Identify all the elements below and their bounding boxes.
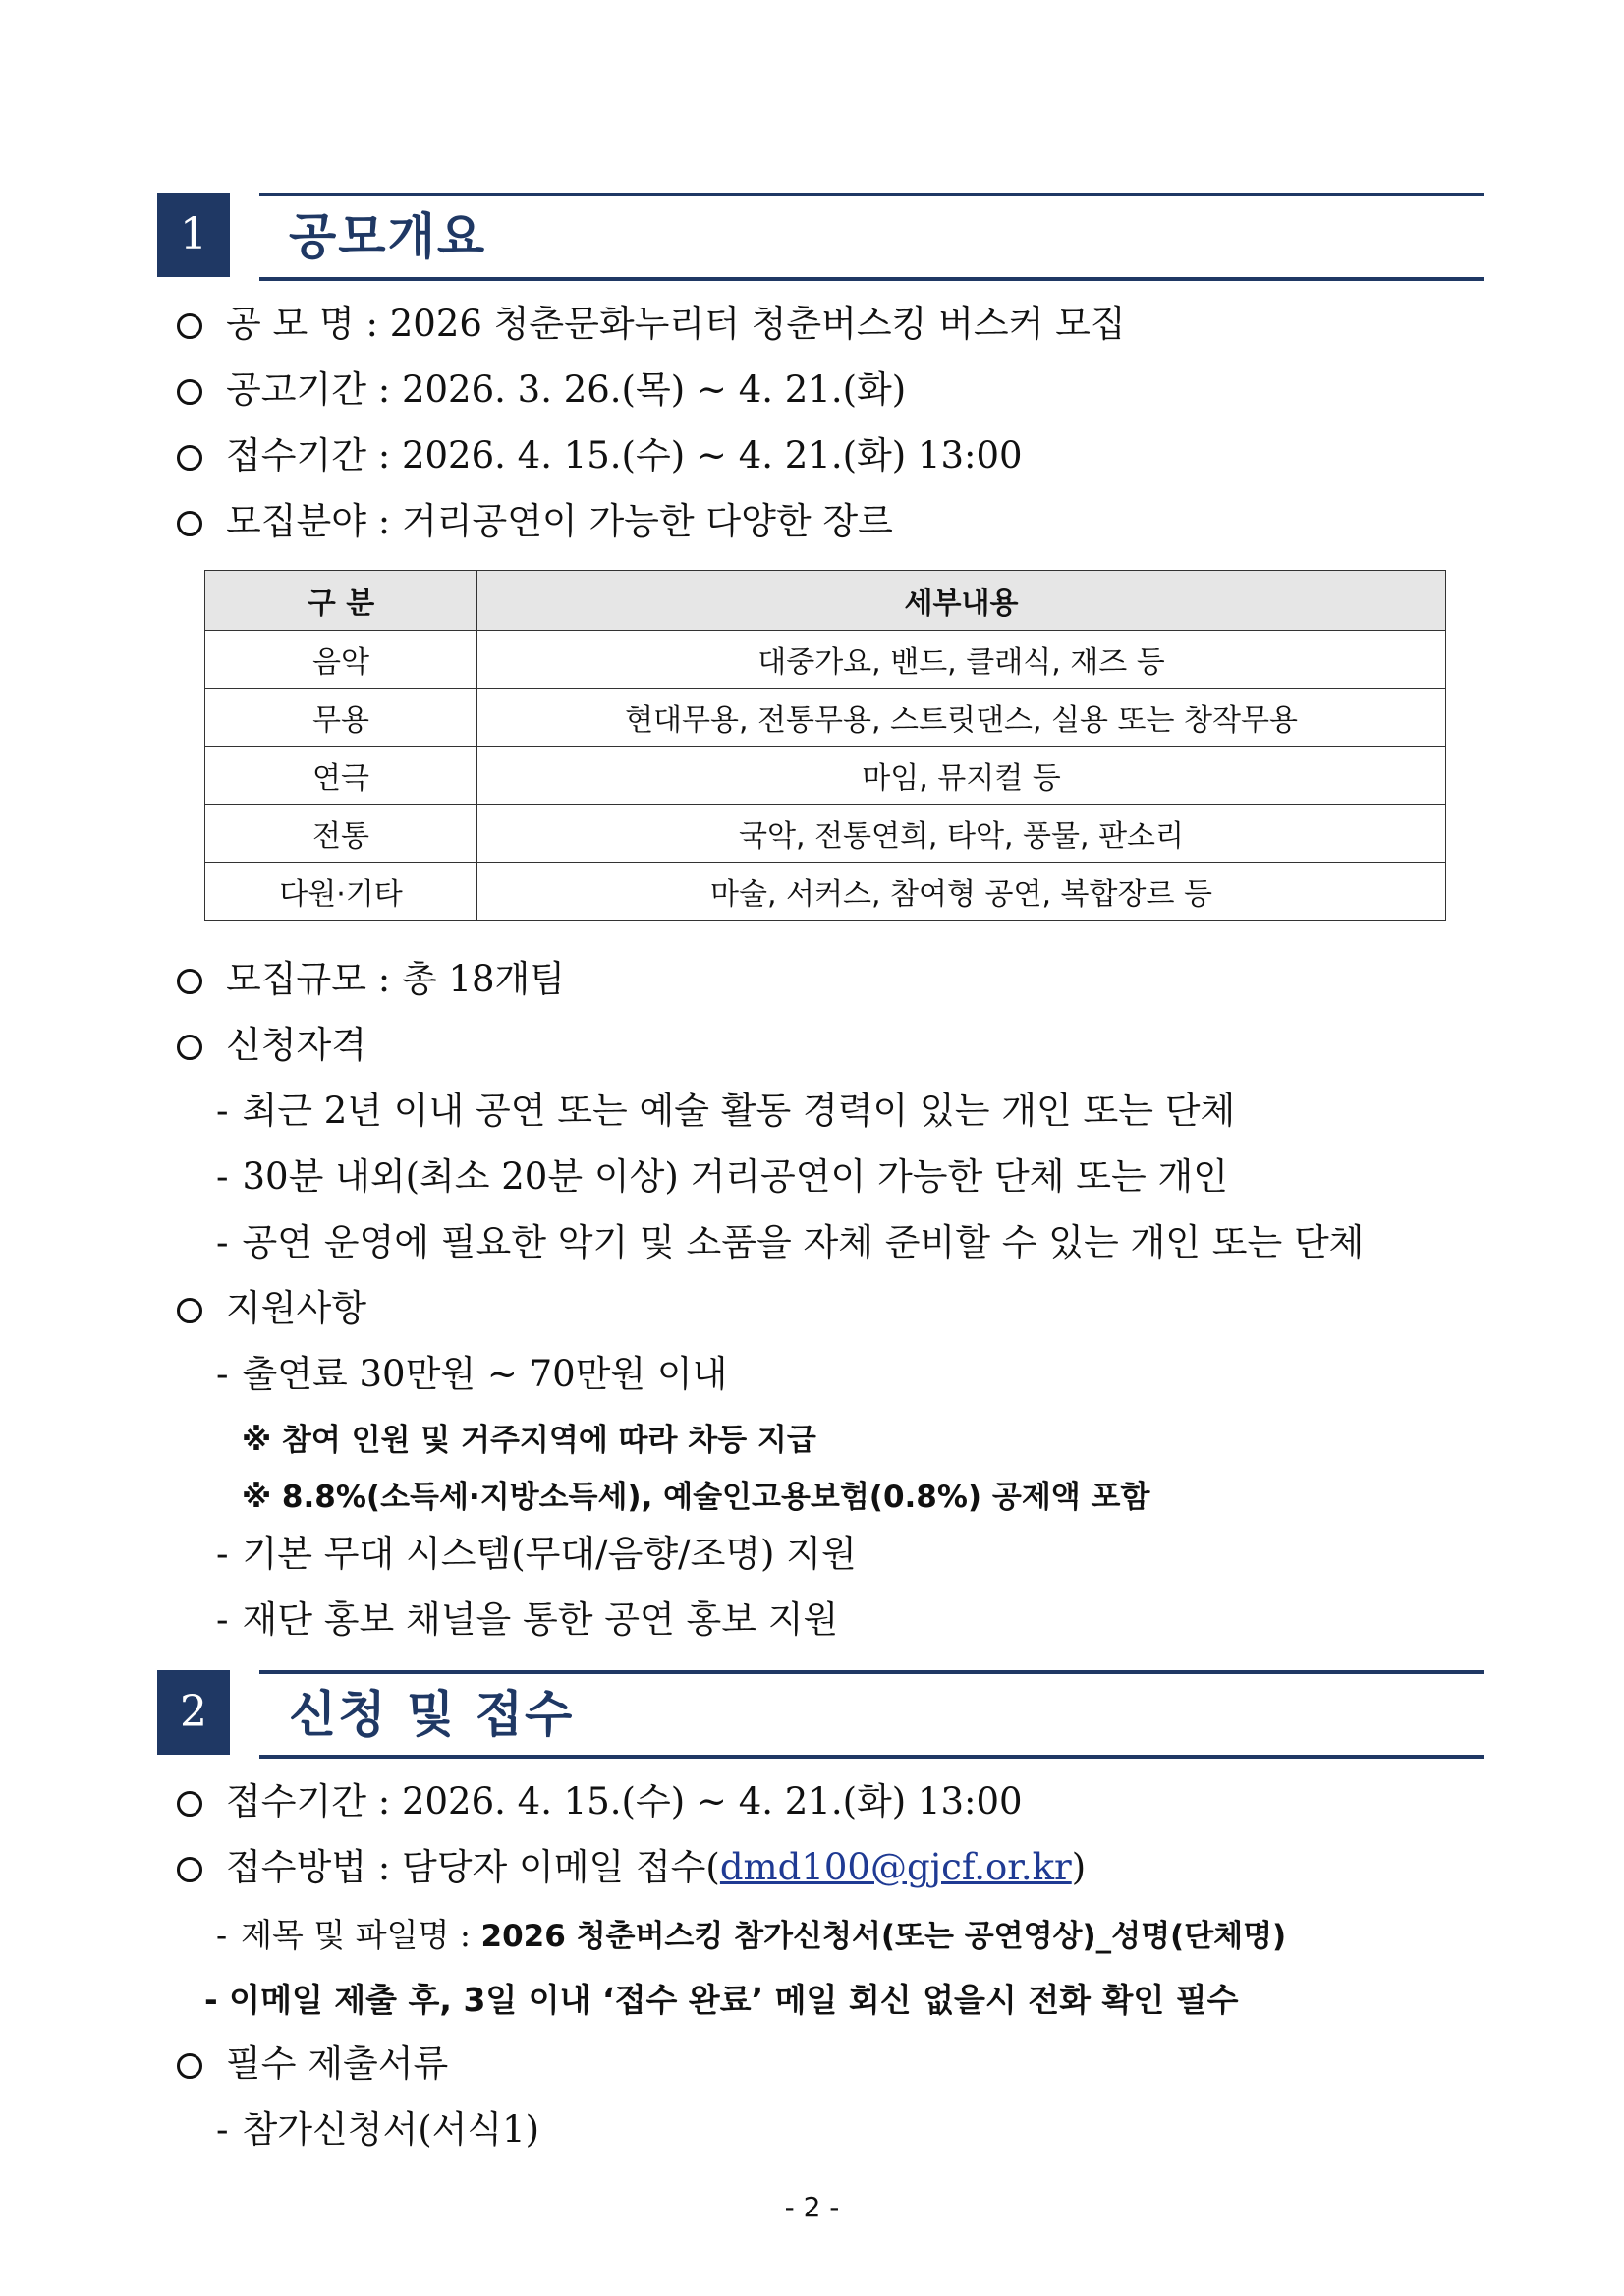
circle-bullet-icon <box>177 379 202 405</box>
circle-bullet-icon <box>177 2053 202 2079</box>
eligibility-item <box>216 1221 1364 1264</box>
item-contest-name <box>177 303 1126 346</box>
support-item-text: 재단 홍보 채널을 통한 공연 홍보 지원 <box>242 1598 839 1641</box>
circle-bullet-icon <box>177 1035 202 1060</box>
table-row <box>205 689 1446 747</box>
item-label: 모집분야 : <box>226 500 391 542</box>
table-cell-detail: 마임, 뮤지컬 등 <box>477 747 1446 805</box>
table-cell-category: 전통 <box>205 805 477 863</box>
item-required-docs <box>177 2043 448 2086</box>
required-doc-item <box>216 2108 539 2152</box>
dash-bullet: - <box>216 1221 229 1263</box>
eligibility-item <box>216 1090 1235 1133</box>
table-cell-detail: 국악, 전통연희, 타악, 풍물, 판소리 <box>477 805 1446 863</box>
page-number: - 2 - <box>784 2191 840 2223</box>
item-label: 공 모 명 : <box>226 303 378 345</box>
item-title: 지원사항 <box>226 1287 366 1329</box>
item-value: 2026 청춘문화누리터 청춘버스킹 버스커 모집 <box>389 303 1126 345</box>
table-row <box>205 805 1446 863</box>
item-value-prefix: 담당자 이메일 접수( <box>401 1846 720 1888</box>
section-1-title-box <box>259 193 1484 281</box>
item-label: 접수기간 : <box>226 434 391 476</box>
table-cell-detail: 마술, 서커스, 참여형 공연, 복합장르 등 <box>477 863 1446 921</box>
table-cell-category: 무용 <box>205 689 477 747</box>
circle-bullet-icon <box>177 511 202 536</box>
support-item <box>216 1598 838 1642</box>
email-confirm-notice: - 이메일 제출 후, 3일 이내 ‘접수 완료’ 메일 회신 없을시 전화 확인 필수 <box>204 1981 1239 2019</box>
dash-bullet: - <box>216 1090 229 1132</box>
section-2-title-box <box>259 1670 1484 1759</box>
circle-bullet-icon <box>177 969 202 994</box>
support-fee <box>216 1353 727 1396</box>
circle-bullet-icon <box>177 313 202 339</box>
section-2-header <box>157 1670 1484 1759</box>
email-link[interactable]: dmd100@gjcf.or.kr <box>719 1846 1072 1888</box>
section-1-number: 1 <box>157 193 230 277</box>
eligibility-item <box>216 1155 1228 1199</box>
item-label: 접수방법 : <box>226 1846 391 1888</box>
table-cell-category: 음악 <box>205 631 477 689</box>
eligibility-text: 최근 2년 이내 공연 또는 예술 활동 경력이 있는 개인 또는 단체 <box>242 1090 1236 1132</box>
table-row <box>205 863 1446 921</box>
genre-table <box>204 570 1446 921</box>
item-receipt-method <box>177 1846 1086 1889</box>
item-value: 2026. 3. 26.(목) ~ 4. 21.(화) <box>401 368 907 411</box>
table-cell-category: 연극 <box>205 747 477 805</box>
item-support <box>177 1287 366 1330</box>
support-note: ※ 참여 인원 및 거주지역에 따라 차등 지급 <box>242 1423 816 1458</box>
item-recruit-scale <box>177 958 565 1001</box>
item-title: 신청자격 <box>226 1024 366 1066</box>
table-header-detail: 세부내용 <box>477 571 1446 631</box>
circle-bullet-icon <box>177 1857 202 1882</box>
filename-value: 2026 청춘버스킹 참가신청서(또는 공연영상)_성명(단체명) <box>480 1919 1287 1954</box>
support-fee-text: 출연료 30만원 ~ 70만원 이내 <box>242 1353 728 1395</box>
table-row <box>205 747 1446 805</box>
section-1-title: 공모개요 <box>289 208 487 265</box>
required-doc-text: 참가신청서(서식1) <box>242 2108 540 2151</box>
dash-bullet: - <box>216 2108 229 2151</box>
support-item-text: 기본 무대 시스템(무대/음향/조명) 지원 <box>242 1533 857 1575</box>
circle-bullet-icon <box>177 1298 202 1323</box>
item-title: 필수 제출서류 <box>226 2043 449 2085</box>
eligibility-text: 30분 내외(최소 20분 이상) 거리공연이 가능한 단체 또는 개인 <box>242 1155 1228 1198</box>
item-recruit-field <box>177 500 893 543</box>
dash-bullet: - <box>216 1155 229 1198</box>
item-value-suffix: ) <box>1071 1846 1087 1888</box>
section-2-number: 2 <box>157 1670 230 1755</box>
table-cell-category: 다원·기타 <box>205 863 477 921</box>
item-value: 거리공연이 가능한 다양한 장르 <box>401 500 893 542</box>
support-item <box>216 1533 857 1576</box>
table-cell-detail: 현대무용, 전통무용, 스트릿댄스, 실용 또는 창작무용 <box>477 689 1446 747</box>
item-value: 2026. 4. 15.(수) ~ 4. 21.(화) 13:00 <box>401 1780 1023 1822</box>
item-application-period <box>177 434 1023 477</box>
eligibility-text: 공연 운영에 필요한 악기 및 소품을 자체 준비할 수 있는 개인 또는 단체 <box>242 1221 1365 1263</box>
item-value: 2026. 4. 15.(수) ~ 4. 21.(화) 13:00 <box>401 434 1023 476</box>
table-cell-detail: 대중가요, 밴드, 클래식, 재즈 등 <box>477 631 1446 689</box>
dash-bullet: - <box>216 1353 229 1395</box>
item-label: 공고기간 : <box>226 368 391 411</box>
section-2-title: 신청 및 접수 <box>289 1686 575 1743</box>
dash-bullet: - <box>216 1916 228 1954</box>
table-header-row <box>205 571 1446 631</box>
table-row <box>205 631 1446 689</box>
item-eligibility <box>177 1024 366 1067</box>
dash-bullet: - <box>216 1533 229 1575</box>
item-notice-period <box>177 368 906 412</box>
item-value: 총 18개팀 <box>401 958 566 1000</box>
dash-bullet: - <box>216 1598 229 1641</box>
item-receipt-period <box>177 1780 1023 1823</box>
filename-label: 제목 및 파일명 : <box>241 1916 472 1954</box>
item-label: 접수기간 : <box>226 1780 391 1822</box>
section-1-header <box>157 193 1484 281</box>
circle-bullet-icon <box>177 445 202 471</box>
support-note: ※ 8.8%(소득세·지방소득세), 예술인고용보험(0.8%) 공제액 포함 <box>242 1480 1150 1515</box>
circle-bullet-icon <box>177 1791 202 1817</box>
filename-rule <box>216 1914 1286 1958</box>
item-label: 모집규모 : <box>226 958 391 1000</box>
table-header-category: 구 분 <box>205 571 477 631</box>
